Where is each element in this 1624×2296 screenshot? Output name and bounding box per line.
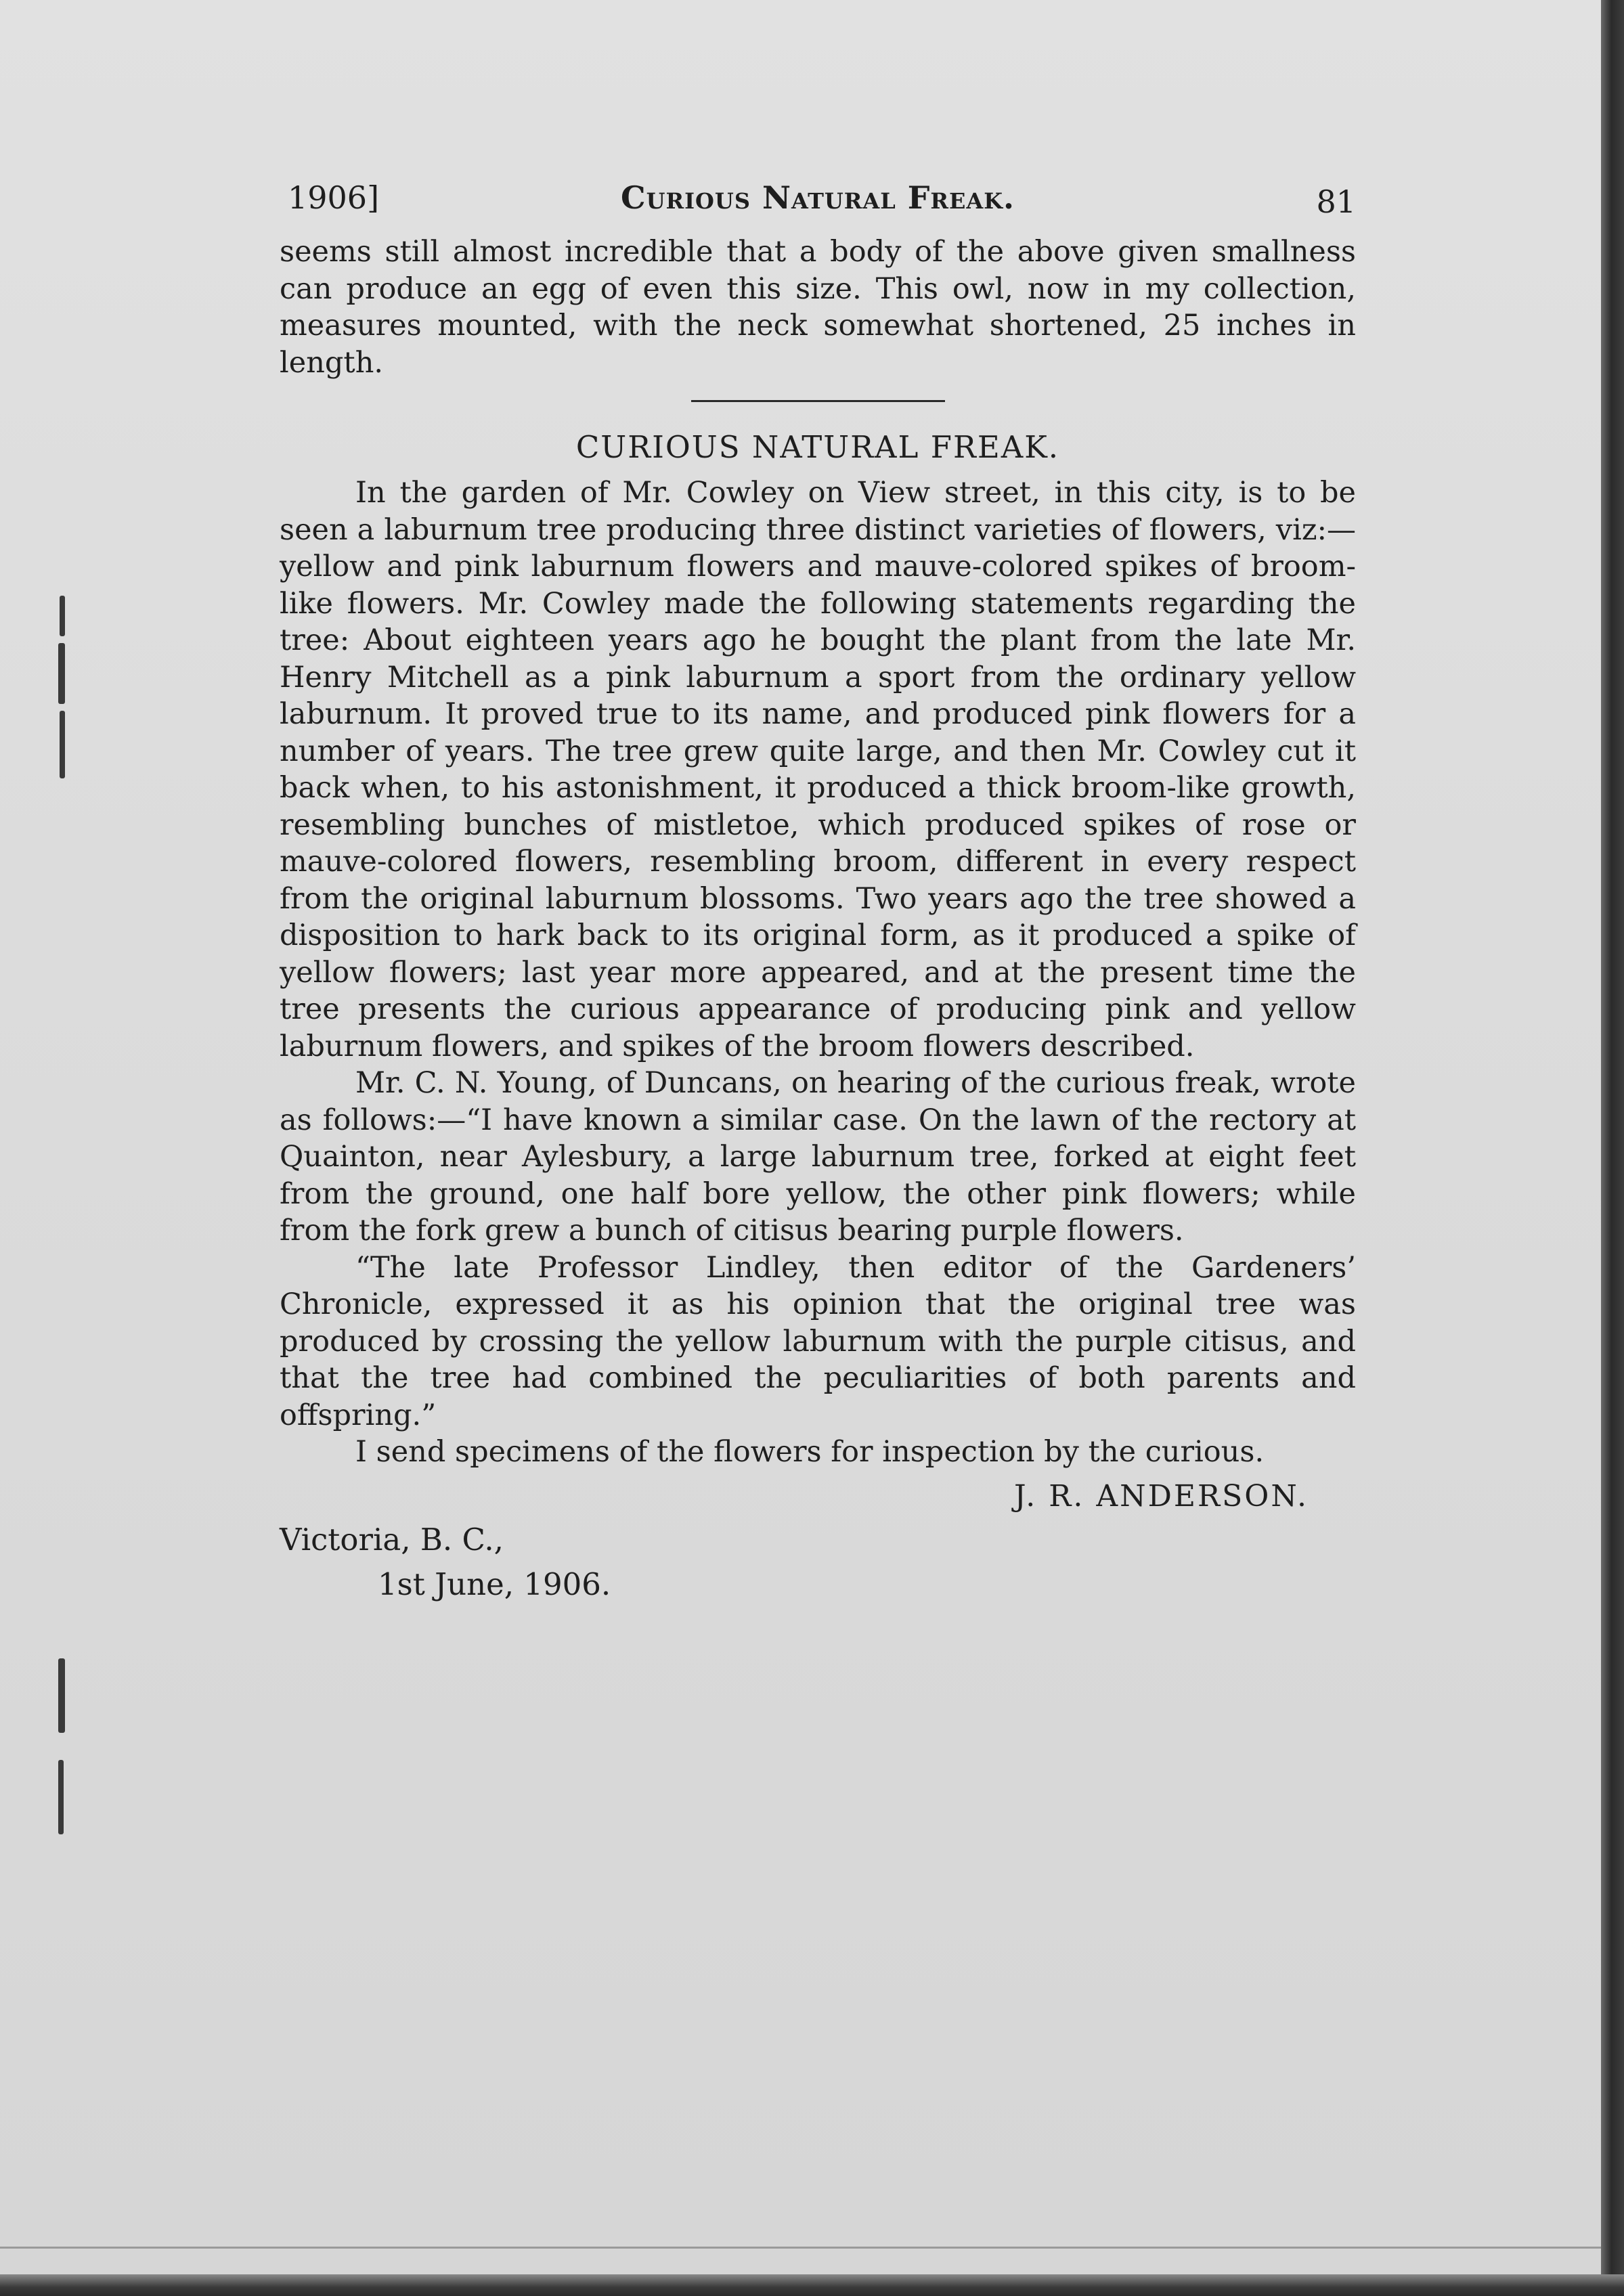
- margin-mark: [60, 711, 65, 778]
- page-bottom-line: [0, 2247, 1601, 2249]
- article-paragraph: I send specimens of the flowers for inspection by the curious.: [355, 1435, 1265, 1469]
- article-paragraph: “The late Professor Lindley, then editor of the Gardeners’ Chronicle, expressed it as his opinion that the original tree was produced by crossing the yellow laburnum with the purple citisus, and that the tree had combined the peculiarities of both parents and offspring.”: [280, 1250, 1356, 1432]
- article-paragraph: Mr. C. N. Young, of Duncans, on hearing of the curious freak, wrote as follows:—“I have known a similar case. On the lawn of the rectory at Quainton, near Aylesbury, a large laburnum tree, forked at eight feet from the ground, one half bore yellow, the other pink flowers; while from the fork grew a bunch of citisus bearing purple flowers.: [280, 1066, 1356, 1248]
- dateline-place: Victoria, B. C.,: [280, 1521, 504, 1558]
- article-body: [280, 474, 1356, 1471]
- dateline-date: 1st June, 1906.: [378, 1566, 611, 1602]
- running-head: [280, 179, 1356, 234]
- margin-mark: [58, 1760, 64, 1834]
- author-signature: J. R. ANDERSON.: [1014, 1478, 1309, 1514]
- book-edge-right: [1601, 0, 1624, 2296]
- document-page: [280, 179, 1356, 1607]
- book-edge-bottom: [0, 2274, 1624, 2296]
- continued-paragraph: seems still almost incredible that a body of the above given smallness can produce an egg of even this size. This owl, now in my collection, measures mounted, with the neck somewhat shortened, 25 inches in length.: [280, 235, 1356, 380]
- margin-mark: [60, 596, 65, 636]
- body-text: [280, 234, 1356, 381]
- article-paragraph: In the garden of Mr. Cowley on View street, in this city, is to be seen a laburnum tree producing three distinct varieties of flowers, viz:—yellow and pink laburnum flowers and mauve-colored spikes of broom-like flowers. Mr. Cowley made the following statements regarding the tree: About eighteen years ago he bought the plant from the late Mr. Henry Mitchell as a pink laburnum a sport from the ordinary yellow laburnum. It proved true to its name, and produced pink flowers for a number of years. The tree grew quite large, and then Mr. Cowley cut it back when, to his astonishment, it produced a thick broom-like growth, resembling bunches of mistletoe, which produced spikes of rose or mauve-colored flowers, resembling broom, different in every respect from the original laburnum blossoms. Two years ago the tree showed a disposition to hark back to its original form, as it produced a spike of yellow flowers; last year more appeared, and at the present time the tree presents the curious appearance of producing pink and yellow laburnum flowers, and spikes of the broom flowers described.: [280, 476, 1356, 1063]
- margin-mark: [58, 1658, 65, 1733]
- running-head-title: Curious Natural Freak.: [620, 179, 1015, 216]
- running-head-year: 1906]: [288, 179, 380, 216]
- section-divider: [691, 400, 945, 402]
- page-number: 81: [1316, 183, 1356, 220]
- margin-mark: [58, 643, 65, 704]
- article-title: CURIOUS NATURAL FREAK.: [575, 429, 1060, 465]
